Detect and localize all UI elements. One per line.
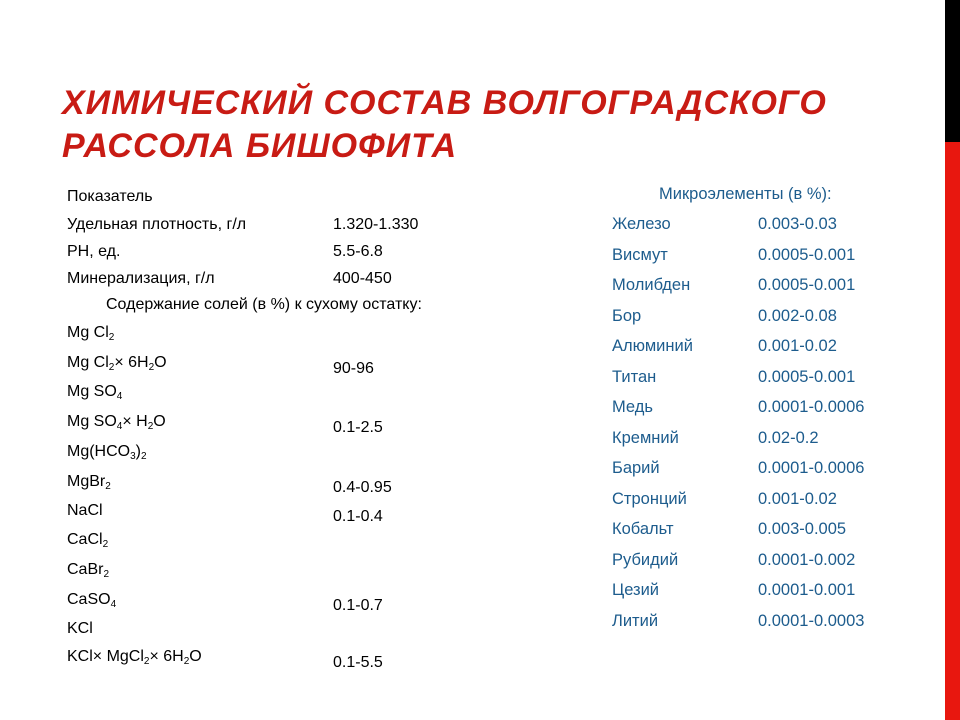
salt-formula — [67, 443, 147, 461]
element-name: Медь — [612, 398, 653, 416]
element-value: 0.02-0.2 — [758, 428, 819, 447]
formula-text: O — [154, 354, 167, 371]
salt-value: 0.1-5.5 — [333, 654, 383, 671]
element-value: 0.0005-0.001 — [758, 367, 856, 386]
formula-text: KCl× MgCl — [67, 648, 144, 665]
formula-subscript: 3 — [130, 451, 136, 462]
element-name: Литий — [612, 611, 659, 630]
decor-bar-red — [945, 142, 960, 720]
element-name: Цезий — [612, 581, 660, 599]
decor-bar-black — [945, 0, 960, 142]
element-value: 0.0005-0.001 — [758, 276, 856, 294]
element-value: 0.0001-0.001 — [758, 581, 856, 599]
formula-subscript: 2 — [148, 362, 155, 373]
slide-title — [62, 82, 922, 168]
salt-formula — [67, 531, 108, 549]
row-label: Минерализация, г/л — [67, 270, 215, 287]
salt-formula — [67, 591, 116, 609]
row-value: 1.320-1.330 — [333, 216, 419, 233]
formula-text: Mg(HCO — [67, 443, 131, 460]
microelements-heading: Микроэлементы (в %): — [659, 185, 832, 203]
salt-value: 0.4-0.95 — [333, 479, 392, 496]
salt-formula — [67, 561, 109, 579]
formula-subscript: 2 — [108, 362, 115, 373]
formula-text: O — [189, 648, 202, 665]
salts-heading: Содержание солей (в %) к сухому остатку: — [106, 296, 422, 313]
formula-text: O — [153, 413, 166, 430]
salt-formula — [67, 502, 103, 520]
element-name: Барий — [612, 459, 660, 477]
formula-subscript: 2 — [105, 481, 111, 492]
formula-text: × H — [122, 413, 148, 430]
salt-formula — [67, 354, 167, 372]
element-name: Молибден — [612, 276, 691, 294]
formula-text: × 6H — [149, 648, 184, 665]
element-name: Кобальт — [612, 520, 674, 538]
element-value: 0.001-0.02 — [758, 489, 837, 508]
element-value: 0.003-0.005 — [758, 520, 847, 538]
element-name: Висмут — [612, 245, 668, 264]
formula-subscript: 2 — [102, 539, 109, 550]
salt-value: 90-96 — [333, 360, 374, 377]
row-value: 5.5-6.8 — [333, 243, 383, 260]
element-name: Алюминий — [612, 337, 693, 355]
salt-formula — [67, 648, 202, 666]
salt-formula — [67, 473, 111, 491]
formula-text: Mg SO — [67, 413, 117, 430]
formula-subscript: 2 — [183, 656, 190, 667]
formula-text: CaBr — [67, 561, 104, 578]
salt-formula — [67, 413, 166, 431]
formula-text: Mg Cl — [67, 324, 109, 341]
title-line-1: ХИМИЧЕСКИЙ СОСТАВ ВОЛГОГРАДСКОГО — [62, 84, 827, 122]
formula-text: NaCl — [67, 502, 103, 519]
element-value: 0.0001-0.002 — [758, 550, 856, 569]
formula-text: Mg Cl — [67, 354, 109, 371]
left-header: Показатель — [67, 188, 153, 205]
element-value: 0.002-0.08 — [758, 306, 837, 325]
salt-formula — [67, 620, 93, 638]
element-value: 0.0001-0.0003 — [758, 611, 865, 630]
formula-text: CaSO — [67, 591, 111, 608]
element-value: 0.0001-0.0006 — [758, 398, 865, 416]
element-name: Бор — [612, 306, 642, 325]
element-name: Железо — [612, 215, 671, 233]
row-value: 400-450 — [333, 270, 392, 287]
row-label: РН, ед. — [67, 243, 121, 260]
row-label: Удельная плотность, г/л — [67, 216, 247, 233]
element-value: 0.0005-0.001 — [758, 245, 856, 264]
title-line-2: РАССОЛА БИШОФИТА — [62, 127, 458, 165]
element-value: 0.0001-0.0006 — [758, 459, 865, 477]
salt-value: 0.1-0.4 — [333, 508, 383, 525]
element-value: 0.001-0.02 — [758, 337, 837, 355]
formula-text: ) — [135, 443, 141, 460]
salt-formula — [67, 324, 114, 342]
formula-subscript: 2 — [103, 569, 110, 580]
formula-text: MgBr — [67, 473, 106, 490]
element-name: Кремний — [612, 428, 679, 447]
formula-subscript: 4 — [116, 391, 123, 402]
formula-subscript: 2 — [108, 332, 115, 343]
element-name: Стронций — [612, 489, 687, 508]
formula-subscript: 4 — [116, 421, 123, 432]
formula-subscript: 2 — [147, 421, 154, 432]
salt-value: 0.1-2.5 — [333, 419, 383, 436]
formula-subscript: 2 — [141, 451, 147, 462]
salt-value: 0.1-0.7 — [333, 597, 383, 614]
formula-subscript: 2 — [143, 656, 150, 667]
formula-text: KCl — [67, 620, 93, 637]
formula-subscript: 4 — [110, 599, 117, 610]
element-name: Рубидий — [612, 550, 679, 569]
element-name: Титан — [612, 367, 657, 386]
salt-formula — [67, 383, 122, 401]
formula-text: × 6H — [114, 354, 149, 371]
element-value: 0.003-0.03 — [758, 215, 837, 233]
formula-text: CaCl — [67, 531, 103, 548]
formula-text: Mg SO — [67, 383, 117, 400]
